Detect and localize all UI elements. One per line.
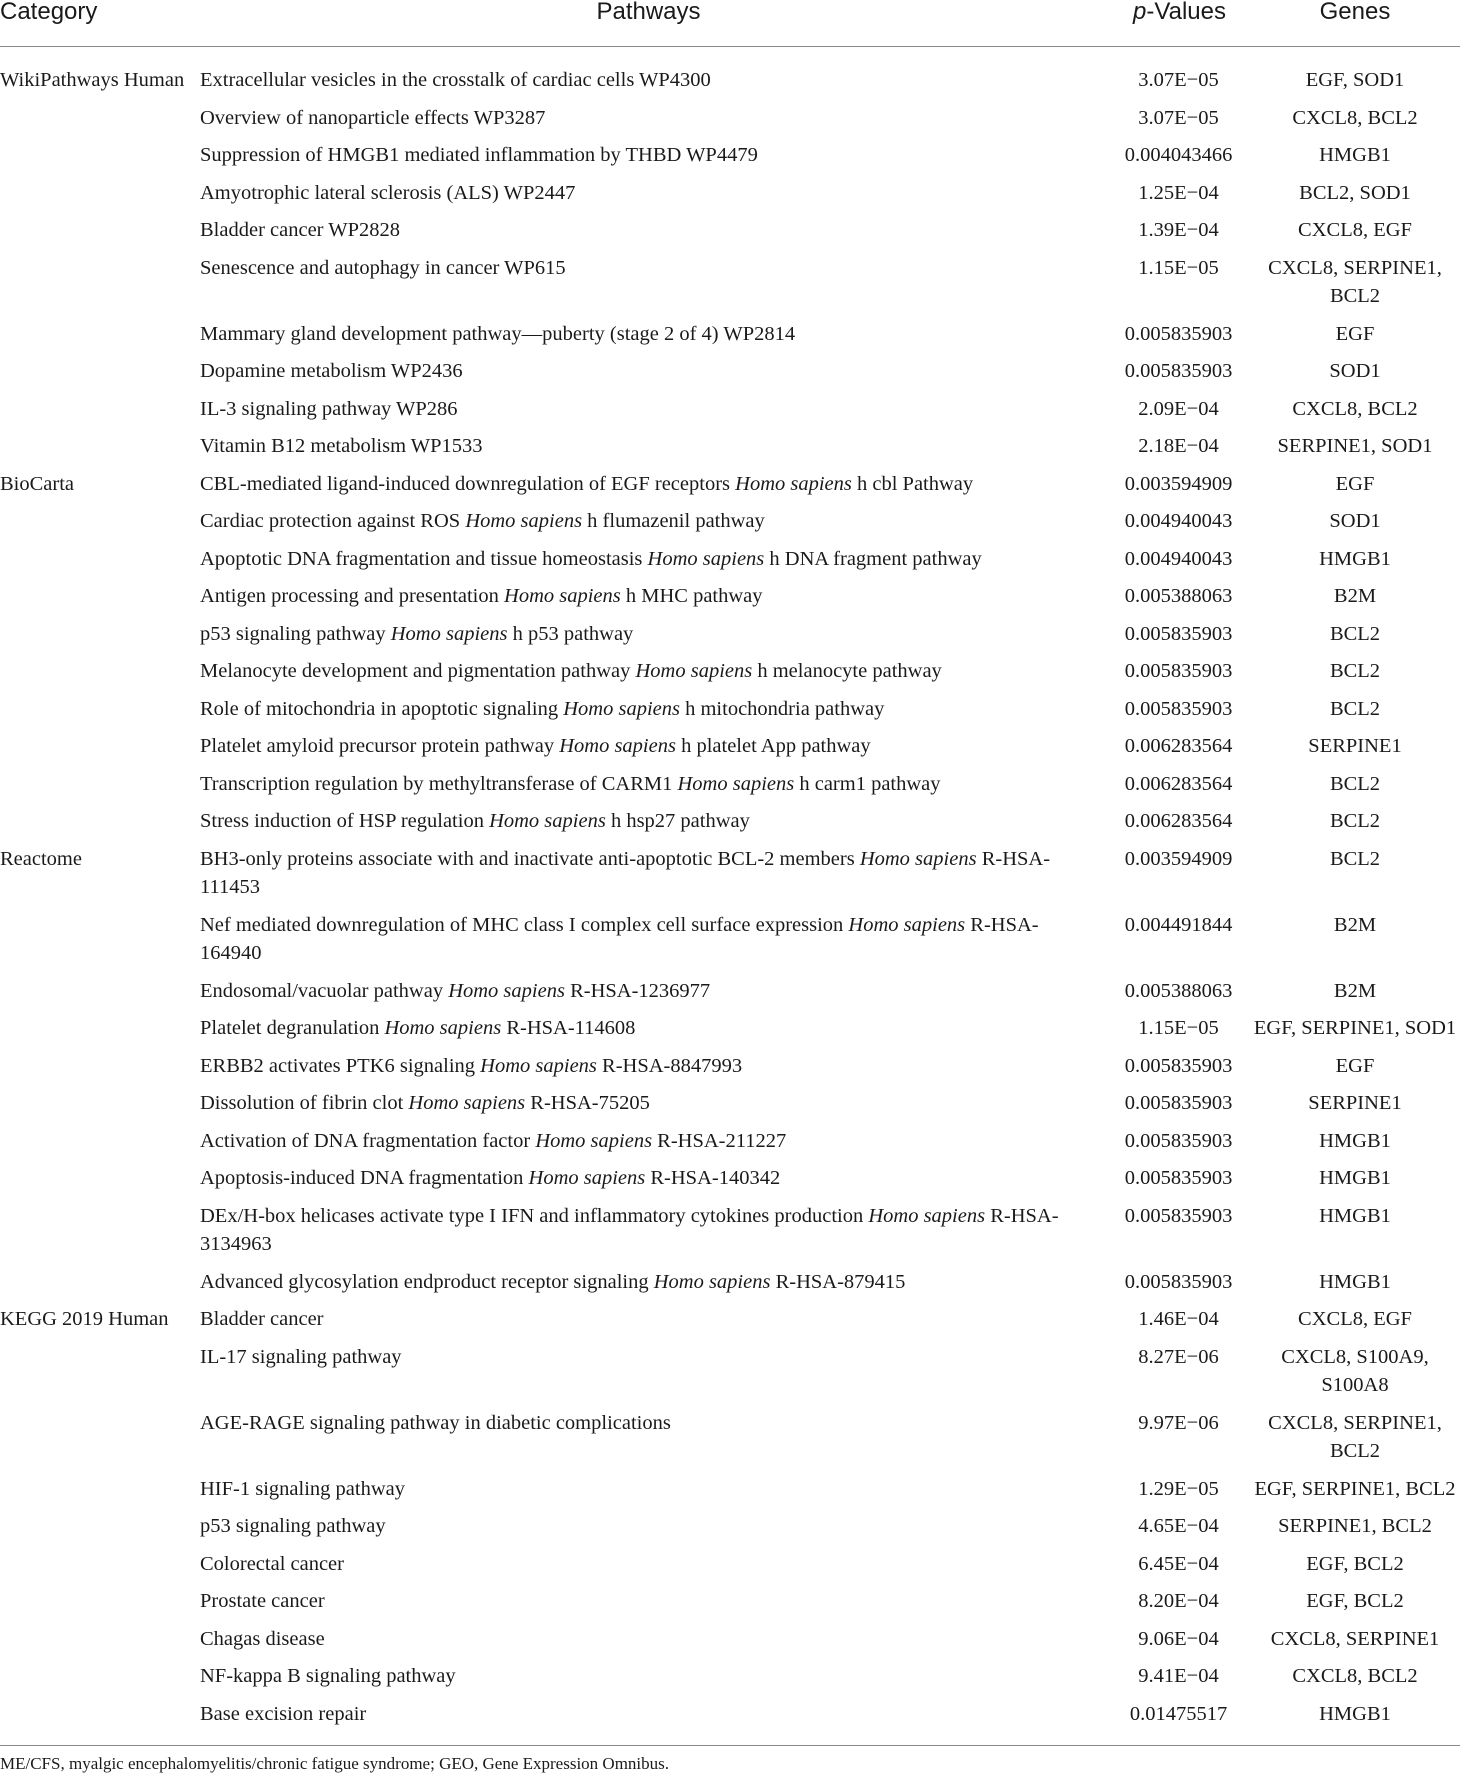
category-cell	[0, 1625, 200, 1663]
table-row	[0, 357, 1460, 395]
pathway-cell	[200, 1512, 1097, 1550]
category-cell	[0, 770, 200, 808]
table-row	[0, 1662, 1460, 1700]
pathway-cell	[200, 1700, 1097, 1738]
pathway-cell	[200, 807, 1097, 845]
category-cell	[0, 1662, 200, 1700]
pathway-text: AGE-RAGE signaling pathway in diabetic complications	[200, 1411, 671, 1434]
pathway-cell	[200, 320, 1097, 358]
p-value-cell: 1.15E−05	[1138, 1017, 1219, 1039]
p-value-cell: 0.003594909	[1124, 472, 1233, 495]
pathway-cell	[200, 545, 1097, 583]
pathway-text: R-HSA-75205	[525, 1092, 650, 1114]
category-cell	[0, 216, 200, 254]
table-row	[0, 47, 1460, 104]
pathway-text: Suppression of HMGB1 mediated inflammation by THBD WP4479	[200, 144, 758, 166]
genes-cell: EGF	[1335, 322, 1375, 345]
pathway-cell	[200, 657, 1097, 695]
genes-cell: CXCL8, SERPINE1	[1270, 1627, 1440, 1650]
pathway-text: R-HSA-114608	[501, 1017, 636, 1039]
genes-cell: HMGB1	[1319, 1167, 1391, 1189]
genes-cell: SERPINE1	[1308, 735, 1402, 757]
pathway-text: h cbl Pathway	[851, 472, 974, 495]
table-row	[0, 507, 1460, 545]
p-value-cell: 0.003594909	[1124, 847, 1233, 870]
species-name: Homo sapiens	[448, 979, 565, 1002]
pathway-text: Stress induction of HSP regulation	[200, 810, 490, 832]
species-name: Homo sapiens	[563, 697, 680, 720]
species-name: Homo sapiens	[653, 1270, 771, 1293]
table-row	[0, 470, 1460, 508]
pathway-text: h flumazenil pathway	[582, 510, 765, 532]
table-bottom-rule	[0, 1745, 1460, 1746]
table-footnote: ME/CFS, myalgic encephalomyelitis/chronic fatigue syndrome; GEO, Gene Expression Omnibus.	[0, 1754, 670, 1773]
genes-cell: BCL2	[1329, 622, 1381, 645]
pathway-cell	[200, 1343, 1097, 1409]
pathway-cell	[200, 1127, 1097, 1165]
category-cell	[0, 179, 200, 217]
category-cell	[0, 1127, 200, 1165]
table-row	[0, 582, 1460, 620]
category-cell	[0, 657, 200, 695]
pathway-text: R-HSA-111453	[200, 847, 1051, 898]
table-row	[0, 1089, 1460, 1127]
p-value-cell: 9.97E−06	[1138, 1411, 1219, 1434]
genes-cell: BCL2	[1329, 697, 1381, 720]
genes-cell: BCL2	[1329, 810, 1381, 832]
table-row	[0, 657, 1460, 695]
p-value-cell: 0.004491844	[1124, 913, 1233, 936]
table-row	[0, 1305, 1460, 1343]
table-body	[0, 47, 1460, 1738]
pathway-cell	[200, 216, 1097, 254]
p-value-cell: 2.18E−04	[1138, 435, 1219, 457]
pathway-text: Colorectal cancer	[200, 1552, 344, 1575]
column-header-p-values	[1097, 0, 1250, 47]
pathway-text: R-HSA-211227	[652, 1129, 787, 1152]
category-cell	[0, 357, 200, 395]
pathway-cell	[200, 695, 1097, 733]
table-row	[0, 1550, 1460, 1588]
p-value-cell: 1.39E−04	[1138, 219, 1219, 241]
p-value-cell: 0.006283564	[1124, 810, 1233, 832]
pathway-cell	[200, 1305, 1097, 1343]
pathway-text: Base excision repair	[200, 1702, 367, 1725]
pathway-text: R-HSA-879415	[770, 1270, 906, 1293]
pathway-text: Apoptosis-induced DNA fragmentation	[200, 1167, 529, 1189]
pathway-cell	[200, 1662, 1097, 1700]
species-name: Homo sapiens	[647, 547, 765, 570]
category-cell	[0, 1202, 200, 1268]
pathway-text: Overview of nanoparticle effects WP3287	[200, 106, 546, 129]
pathway-text: Nef mediated downregulation of MHC class I complex cell surface expression	[200, 913, 849, 936]
genes-cell: HMGB1	[1319, 1702, 1391, 1725]
category-cell	[0, 1343, 200, 1409]
species-name: Homo sapiens	[489, 810, 606, 832]
p-value-cell: 0.005835903	[1124, 1129, 1233, 1152]
genes-cell: EGF, BCL2	[1306, 1552, 1404, 1575]
pathway-cell	[200, 179, 1097, 217]
species-name: Homo sapiens	[480, 1054, 597, 1077]
category-cell	[0, 1052, 200, 1090]
p-value-cell: 1.46E−04	[1138, 1308, 1219, 1330]
category-cell	[0, 1164, 200, 1202]
pathway-text: Transcription regulation by methyltransferase of CARM1	[200, 772, 678, 795]
species-name: Homo sapiens	[504, 585, 621, 607]
species-name: Homo sapiens	[408, 1092, 526, 1114]
pathway-text: h hsp27 pathway	[605, 810, 750, 832]
pathway-cell	[200, 1052, 1097, 1090]
species-name: Homo sapiens	[848, 913, 966, 936]
pathway-cell	[200, 1625, 1097, 1663]
p-value-cell: 0.005835903	[1124, 360, 1233, 382]
table-row	[0, 179, 1460, 217]
p-value-cell: 8.20E−04	[1138, 1590, 1219, 1612]
species-name: Homo sapiens	[535, 1129, 653, 1152]
table-row	[0, 104, 1460, 142]
species-name: Homo sapiens	[390, 622, 508, 645]
category-cell	[0, 141, 200, 179]
pathway-text: Platelet degranulation	[200, 1017, 385, 1039]
table-row	[0, 620, 1460, 658]
pathway-text: Activation of DNA fragmentation factor	[200, 1129, 536, 1152]
pathway-text: p53 signaling pathway	[200, 622, 391, 645]
column-header-genes: Genes	[1250, 0, 1460, 47]
table-row	[0, 1127, 1460, 1165]
genes-cell: B2M	[1333, 585, 1377, 607]
table-row	[0, 1014, 1460, 1052]
p-value-cell: 9.06E−04	[1138, 1627, 1219, 1650]
p-value-cell: 0.004043466	[1124, 144, 1233, 166]
pathway-text: Mammary gland development pathway—puberty (stage 2 of 4) WP2814	[200, 322, 796, 345]
category-cell	[0, 507, 200, 545]
genes-cell: EGF, BCL2	[1306, 1590, 1404, 1612]
species-name: Homo sapiens	[384, 1017, 502, 1039]
category-cell	[0, 104, 200, 142]
p-value-cell: 8.27E−06	[1138, 1345, 1219, 1368]
genes-cell: HMGB1	[1319, 1270, 1391, 1293]
pathway-cell	[200, 1268, 1097, 1306]
genes-cell: CXCL8, EGF	[1298, 1308, 1412, 1330]
table-row	[0, 1512, 1460, 1550]
pathway-text: Apoptotic DNA fragmentation and tissue homeostasis	[200, 547, 648, 570]
pathway-text: HIF-1 signaling pathway	[200, 1477, 405, 1500]
pathway-cell	[200, 620, 1097, 658]
pathway-cell	[200, 582, 1097, 620]
table-row	[0, 1625, 1460, 1663]
pathway-text: h melanocyte pathway	[752, 660, 942, 682]
category-cell	[0, 582, 200, 620]
p-value-cell: 9.41E−04	[1138, 1665, 1219, 1687]
pathway-text: R-HSA-1236977	[564, 979, 711, 1002]
genes-cell: HMGB1	[1319, 1204, 1391, 1227]
genes-cell: BCL2	[1329, 847, 1381, 870]
table-row	[0, 1700, 1460, 1738]
species-name: Homo sapiens	[465, 510, 583, 532]
pathway-cell	[200, 845, 1097, 911]
pathway-cell	[200, 1089, 1097, 1127]
category-cell: BioCarta	[0, 472, 75, 495]
pathway-cell	[200, 1587, 1097, 1625]
pathway-cell	[200, 732, 1097, 770]
species-name: Homo sapiens	[859, 847, 977, 870]
p-value-cell: 0.004940043	[1124, 510, 1233, 532]
species-name: Homo sapiens	[635, 660, 753, 682]
table-row	[0, 1343, 1460, 1409]
genes-cell: CXCL8, SERPINE1, BCL2	[1268, 1411, 1442, 1462]
genes-cell: EGF	[1335, 1054, 1375, 1077]
genes-cell: B2M	[1333, 913, 1377, 936]
pathway-text: Prostate cancer	[200, 1590, 325, 1612]
genes-cell: SOD1	[1329, 510, 1381, 532]
category-cell	[0, 254, 200, 320]
pathway-text: Chagas disease	[200, 1627, 325, 1650]
table-row	[0, 845, 1460, 911]
pathway-text: Vitamin B12 metabolism WP1533	[200, 435, 483, 457]
pathway-text: h DNA fragment pathway	[764, 547, 982, 570]
table-row	[0, 432, 1460, 470]
p-value-cell: 0.005835903	[1124, 622, 1233, 645]
pathway-text: DEx/H-box helicases activate type I IFN and inflammatory cytokines production	[200, 1204, 869, 1227]
header-row	[0, 0, 1460, 47]
category-cell	[0, 1409, 200, 1475]
pathway-text: R-HSA-8847993	[596, 1054, 743, 1077]
p-value-cell: 1.29E−05	[1138, 1477, 1219, 1500]
pathway-cell	[200, 104, 1097, 142]
category-cell	[0, 695, 200, 733]
genes-cell: SERPINE1, SOD1	[1277, 435, 1433, 457]
table-row	[0, 1164, 1460, 1202]
table-row	[0, 1587, 1460, 1625]
pathway-cell	[200, 977, 1097, 1015]
pathway-text: R-HSA-164940	[200, 913, 1039, 964]
species-name: Homo sapiens	[559, 735, 676, 757]
pathway-cell	[200, 911, 1097, 977]
pathway-cell	[200, 47, 1097, 104]
category-cell	[0, 320, 200, 358]
category-cell	[0, 1587, 200, 1625]
category-cell	[0, 545, 200, 583]
column-header-pathways: Pathways	[200, 0, 1097, 47]
p-value-cell: 0.006283564	[1124, 772, 1233, 795]
p-value-cell: 1.15E−05	[1138, 256, 1219, 279]
p-value-cell: 0.005835903	[1124, 1092, 1233, 1114]
pathway-text: Antigen processing and presentation	[200, 585, 505, 607]
table-row	[0, 1268, 1460, 1306]
pathway-cell	[200, 1014, 1097, 1052]
pathway-text: h MHC pathway	[620, 585, 763, 607]
p-value-cell: 6.45E−04	[1138, 1552, 1219, 1575]
genes-cell: CXCL8, EGF	[1298, 219, 1412, 241]
p-value-cell: 0.005835903	[1124, 1054, 1233, 1077]
pathway-cell	[200, 1550, 1097, 1588]
p-values-label: -Values	[1146, 0, 1226, 25]
genes-cell: HMGB1	[1319, 144, 1391, 166]
pathway-text: h p53 pathway	[507, 622, 634, 645]
pathway-text: Cardiac protection against ROS	[200, 510, 466, 532]
genes-cell: B2M	[1333, 979, 1377, 1002]
pathway-cell	[200, 357, 1097, 395]
p-value-cell: 1.25E−04	[1138, 181, 1219, 204]
category-cell: Reactome	[0, 847, 82, 870]
species-name: Homo sapiens	[528, 1167, 646, 1189]
pathway-text: Dopamine metabolism WP2436	[200, 360, 463, 382]
pathway-cell	[200, 254, 1097, 320]
table-row	[0, 141, 1460, 179]
pathway-cell	[200, 770, 1097, 808]
p-value-cell: 0.01475517	[1129, 1702, 1228, 1725]
pathway-text: IL-17 signaling pathway	[200, 1345, 402, 1368]
pathway-text: Advanced glycosylation endproduct receptor signaling	[200, 1270, 654, 1293]
p-value-cell: 0.005835903	[1124, 1204, 1233, 1227]
pathway-text: Dissolution of fibrin clot	[200, 1092, 409, 1114]
genes-cell: BCL2	[1329, 660, 1381, 682]
pathway-text: Role of mitochondria in apoptotic signaling	[200, 697, 564, 720]
table-row	[0, 216, 1460, 254]
table-row	[0, 545, 1460, 583]
genes-cell: EGF, SOD1	[1305, 69, 1405, 91]
p-value-cell: 0.005388063	[1124, 979, 1233, 1002]
genes-cell: BCL2, SOD1	[1299, 181, 1411, 204]
category-cell	[0, 1550, 200, 1588]
pathway-text: BH3-only proteins associate with and inactivate anti-apoptotic BCL-2 members	[200, 847, 860, 870]
p-value-cell: 0.005388063	[1124, 585, 1233, 607]
table-row	[0, 1409, 1460, 1475]
table-row	[0, 695, 1460, 733]
pathway-text: h carm1 pathway	[794, 772, 941, 795]
pathway-cell	[200, 507, 1097, 545]
genes-cell: CXCL8, SERPINE1, BCL2	[1268, 256, 1442, 307]
p-value-cell: 4.65E−04	[1138, 1515, 1219, 1537]
category-cell	[0, 1512, 200, 1550]
genes-cell: EGF, SERPINE1, SOD1	[1253, 1017, 1457, 1039]
species-name: Homo sapiens	[735, 472, 852, 495]
category-cell: WikiPathways Human	[0, 69, 185, 91]
table-row	[0, 770, 1460, 808]
pathway-text: h mitochondria pathway	[679, 697, 885, 720]
genes-cell: EGF	[1335, 472, 1375, 495]
table-row	[0, 1052, 1460, 1090]
p-value-cell: 3.07E−05	[1138, 106, 1219, 129]
category-cell	[0, 1475, 200, 1513]
pathway-text: p53 signaling pathway	[200, 1515, 386, 1537]
p-value-cell: 0.005835903	[1124, 697, 1233, 720]
category-cell	[0, 395, 200, 433]
genes-cell: CXCL8, BCL2	[1292, 106, 1418, 129]
table-row	[0, 1202, 1460, 1268]
pathway-cell	[200, 470, 1097, 508]
category-cell	[0, 1700, 200, 1738]
category-cell	[0, 911, 200, 977]
category-cell	[0, 977, 200, 1015]
pathway-text: R-HSA-140342	[645, 1167, 781, 1189]
table-row	[0, 911, 1460, 977]
table-row	[0, 395, 1460, 433]
pathway-text: CBL-mediated ligand-induced downregulation of EGF receptors	[200, 472, 736, 495]
pathway-text: Bladder cancer	[200, 1308, 324, 1330]
pathway-cell	[200, 1202, 1097, 1268]
table-row	[0, 807, 1460, 845]
pathway-text: Extracellular vesicles in the crosstalk of cardiac cells WP4300	[200, 69, 711, 91]
pathway-text: Amyotrophic lateral sclerosis (ALS) WP2447	[200, 181, 576, 204]
pathway-text: NF-kappa B signaling pathway	[200, 1665, 456, 1687]
table-row	[0, 1475, 1460, 1513]
p-value-cell: 0.005835903	[1124, 1270, 1233, 1293]
p-value-cell: 0.004940043	[1124, 547, 1233, 570]
pathway-text: ERBB2 activates PTK6 signaling	[200, 1054, 481, 1077]
pathway-text: Platelet amyloid precursor protein pathway	[200, 735, 560, 757]
pathway-text: Melanocyte development and pigmentation pathway	[200, 660, 636, 682]
pathway-cell	[200, 1409, 1097, 1475]
pathway-text: Endosomal/vacuolar pathway	[200, 979, 449, 1002]
pathway-cell	[200, 395, 1097, 433]
genes-cell: SOD1	[1329, 360, 1381, 382]
species-name: Homo sapiens	[868, 1204, 986, 1227]
genes-cell: HMGB1	[1319, 547, 1391, 570]
table-row	[0, 254, 1460, 320]
pathway-cell	[200, 1475, 1097, 1513]
p-value-cell: 0.005835903	[1124, 1167, 1233, 1189]
p-symbol: p	[1133, 0, 1147, 25]
genes-cell: SERPINE1, BCL2	[1278, 1515, 1432, 1537]
species-name: Homo sapiens	[677, 772, 795, 795]
table-header	[0, 0, 1460, 47]
p-value-cell: 0.005835903	[1124, 322, 1233, 345]
pathway-cell	[200, 432, 1097, 470]
pathway-text: IL-3 signaling pathway WP286	[200, 397, 458, 420]
p-value-cell: 3.07E−05	[1138, 69, 1219, 91]
category-cell	[0, 1089, 200, 1127]
pathway-text: Senescence and autophagy in cancer WP615	[200, 256, 566, 279]
table-row	[0, 732, 1460, 770]
genes-cell: CXCL8, BCL2	[1292, 1665, 1418, 1687]
table-row	[0, 320, 1460, 358]
pathway-text: R-HSA-3134963	[200, 1204, 1059, 1255]
table-row	[0, 977, 1460, 1015]
pathway-text: h platelet App pathway	[675, 735, 871, 757]
genes-cell: SERPINE1	[1308, 1092, 1402, 1114]
p-value-cell: 2.09E−04	[1138, 397, 1219, 420]
category-cell	[0, 620, 200, 658]
p-value-cell: 0.005835903	[1124, 660, 1233, 682]
category-cell	[0, 807, 200, 845]
genes-cell: BCL2	[1329, 772, 1381, 795]
genes-cell: HMGB1	[1319, 1129, 1391, 1152]
category-cell	[0, 432, 200, 470]
column-header-category: Category	[0, 0, 200, 47]
pathway-text: Bladder cancer WP2828	[200, 219, 400, 241]
category-cell: KEGG 2019 Human	[0, 1308, 169, 1330]
category-cell	[0, 1014, 200, 1052]
genes-cell: CXCL8, BCL2	[1292, 397, 1418, 420]
category-cell	[0, 1268, 200, 1306]
category-cell	[0, 732, 200, 770]
pathway-cell	[200, 141, 1097, 179]
p-value-cell: 0.006283564	[1124, 735, 1233, 757]
genes-cell: CXCL8, S100A9, S100A8	[1281, 1345, 1429, 1396]
genes-cell: EGF, SERPINE1, BCL2	[1254, 1477, 1456, 1500]
pathway-cell	[200, 1164, 1097, 1202]
